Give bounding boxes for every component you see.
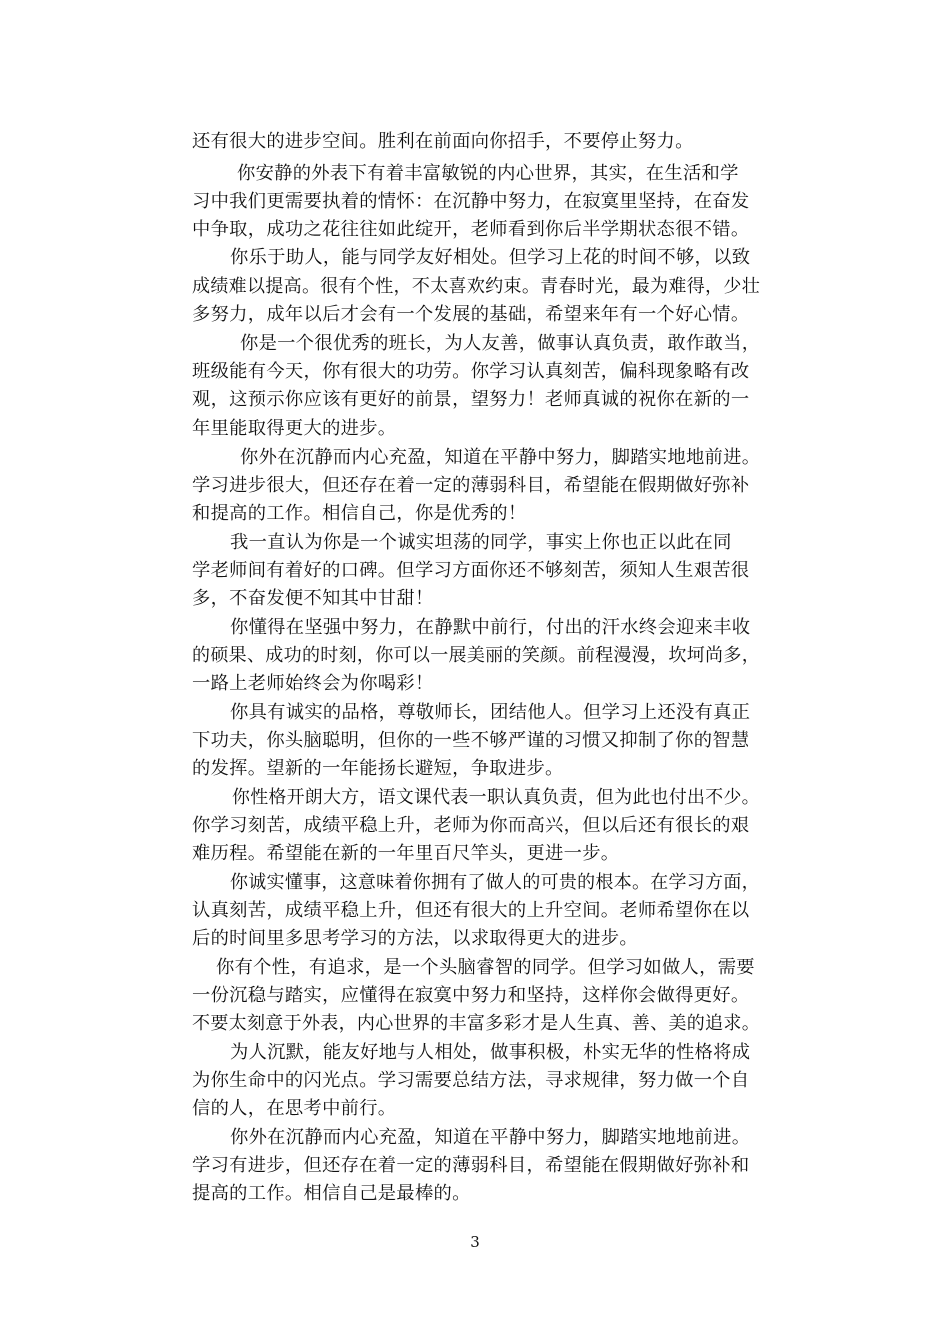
text-line: 的发挥。望新的一年能扬长避短，争取进步。	[192, 758, 564, 779]
text-line: 年里能取得更大的进步。	[192, 418, 397, 439]
text-line: 班级能有今天，你有很大的功劳。你学习认真刻苦，偏科现象略有改	[192, 361, 750, 382]
text-line: 你是一个很优秀的班长，为人友善，做事认真负责，敢作敢当，	[240, 333, 761, 354]
text-line: 信的人，在思考中前行。	[192, 1098, 397, 1119]
text-line: 你有个性，有追求，是一个头脑睿智的同学。但学习如做人，需要	[216, 957, 755, 978]
text-line: 不要太刻意于外表，内心世界的丰富多彩才是人生真、善、美的追求。	[192, 1013, 761, 1034]
text-line: 我一直认为你是一个诚实坦荡的同学，事实上你也正以此在同	[230, 532, 732, 553]
text-line: 学习有进步，但还存在着一定的薄弱科目，希望能在假期做好弥补和	[192, 1155, 750, 1176]
text-line: 你诚实懂事，这意味着你拥有了做人的可贵的根本。在学习方面，	[230, 872, 760, 893]
text-line: 中争取，成功之花往往如此绽开，老师看到你后半学期状态很不错。	[192, 219, 750, 240]
text-line: 你懂得在坚强中努力，在静默中前行，付出的汗水终会迎来丰收	[230, 617, 751, 638]
text-line: 多努力，成年以后才会有一个发展的基础，希望来年有一个好心情。	[192, 304, 750, 325]
text-line: 你外在沉静而内心充盈，知道在平静中努力，脚踏实地地前进。	[230, 1127, 751, 1148]
text-line: 学习进步很大，但还存在着一定的薄弱科目，希望能在假期做好弥补	[192, 475, 750, 496]
text-line: 成绩难以提高。很有个性，不太喜欢约束。青春时光，最为难得，少壮	[192, 276, 761, 297]
page-number: 3	[470, 1233, 480, 1251]
text-line: 你性格开朗大方，语文课代表一职认真负责，但为此也付出不少。	[232, 787, 760, 808]
text-line: 观，这预示你应该有更好的前景，望努力！老师真诚的祝你在新的一	[192, 389, 750, 410]
text-line: 习中我们更需要执着的情怀：在沉静中努力，在寂寞里坚持，在奋发	[192, 191, 750, 212]
text-line: 你乐于助人，能与同学友好相处。但学习上花的时间不够，以致	[230, 247, 751, 268]
text-line: 你安静的外表下有着丰富敏锐的内心世界，其实，在生活和学	[237, 163, 739, 184]
text-line: 学老师间有着好的口碑。但学习方面你还不够刻苦，须知人生艰苦很	[192, 560, 750, 581]
text-line: 为人沉默，能友好地与人相处，做事积极，朴实无华的性格将成	[230, 1042, 751, 1063]
text-line: 认真刻苦，成绩平稳上升，但还有很大的上升空间。老师希望你在以	[192, 900, 750, 921]
text-line: 的硕果、成功的时刻，你可以一展美丽的笑颜。前程漫漫，坎坷尚多，	[192, 645, 761, 666]
text-line: 难历程。希望能在新的一年里百尺竿头，更进一步。	[192, 843, 620, 864]
text-line: 一路上老师始终会为你喝彩！	[192, 673, 434, 694]
text-line: 为你生命中的闪光点。学习需要总结方法，寻求规律，努力做一个自	[192, 1070, 750, 1091]
text-line: 多，不奋发便不知其中甘甜！	[192, 588, 434, 609]
text-line: 还有很大的进步空间。胜利在前面向你招手，不要停止努力。	[192, 131, 694, 152]
text-line: 你学习刻苦，成绩平稳上升，老师为你而高兴，但以后还有很长的艰	[192, 815, 750, 836]
text-line: 你具有诚实的品格，尊敬师长，团结他人。但学习上还没有真正	[230, 702, 751, 723]
text-line: 你外在沉静而内心充盈，知道在平静中努力，脚踏实地地前进。	[240, 447, 761, 468]
text-line: 一份沉稳与踏实，应懂得在寂寞中努力和坚持，这样你会做得更好。	[192, 985, 750, 1006]
text-line: 下功夫，你头脑聪明，但你的一些不够严谨的习惯又抑制了你的智慧	[192, 730, 750, 751]
text-line: 后的时间里多思考学习的方法，以求取得更大的进步。	[192, 928, 638, 949]
text-line: 提高的工作。相信自己是最棒的。	[192, 1183, 471, 1204]
text-line: 和提高的工作。相信自己，你是优秀的！	[192, 503, 527, 524]
